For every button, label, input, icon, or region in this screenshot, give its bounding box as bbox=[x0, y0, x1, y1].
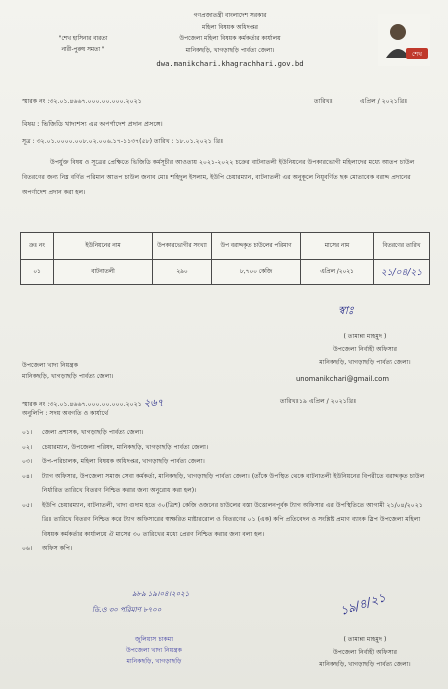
col-serial: ক্রঃ নং bbox=[21, 233, 54, 260]
list-item bbox=[22, 470, 430, 499]
memo-row bbox=[22, 96, 432, 107]
memo-number: স্মারক নং :৩২.০১.৪৬৬৭.০০০.০০.০০০.২০২১ bbox=[22, 98, 142, 105]
handwritten-note-2: ডি.ও ৩০ পরিমাণ ৮৭০০ bbox=[92, 606, 162, 614]
distribution-table bbox=[20, 232, 430, 285]
list-item-text: ইউপি চেয়ারম্যান, বাটনাতলী, খাদ্য গুদাম হতে ৩০(ত্রিশ) কেজি ওজনের চাউলের বস্তা উত্তোলনপূর্বক ট্যাগ অফিসার এর উপস্থিতিতে আগামী ২১/০৪/২০২১ খ্রিঃ তারিখে বিতরণ নিশ্চিত করে ট্যাগ অফিসারের স্বাক্ষরিত মাষ্টাররোল ও বিতরণের ০১ (এক) কপি প্রতিবেদন ও সংশ্লিষ্ট প্রমাণ ব্যাংক স্লিপ উপজেলা মহিলা বিষয়ক কর্মকর্তার কার্যালয়ে ঐ মাসের ৩০ তারিখের মধ্যে প্রেরণ নিশ্চিত করার জন্য বলা হল। bbox=[42, 501, 423, 538]
col-union: ইউনিয়নের নাম bbox=[54, 233, 153, 260]
list-item-number: ০৫। bbox=[22, 501, 33, 509]
copy-heading: অনুলিপি : সদয় অবগতি ও কার্যার্থে bbox=[22, 410, 109, 417]
food-controller-stamp bbox=[104, 634, 204, 667]
recipient-line-1: উপজেলা খাদ্য নিয়ন্ত্রক bbox=[22, 362, 79, 369]
table-header-row bbox=[21, 233, 430, 260]
signature-1-place: মানিকছড়ি, খাগড়াছড়ি পার্বত্য জেলা। bbox=[319, 359, 411, 366]
recipient-block bbox=[22, 360, 113, 382]
body-paragraph: উপর্যুক্ত বিষয় ও সূত্রের প্রেক্ষিতে ভিজিডি কর্মসূচীর আওতায় ২০২১-২০২২ চক্রের বাটনাতলী ইউনিয়নের উপকারভোগী মহিলাদের মধ্যে আতপ চাউল বিতরণের জন্য নিম্ন বর্ণিত পরিমান আতপ চাউল জনাব মোঃ শহিদুল ইসলাম, ইউপি চেয়ারম্যান, বাটনাতলী এর অনুকূলে নিয়ূবর্ণিত ছক মোতাবেক বরাদ্দ প্রদানের অপর্ণাদেশ প্রদান করা হল। bbox=[22, 159, 415, 196]
list-item-number: ০৩। bbox=[22, 458, 33, 465]
col-distribution-date: বিতরণের তারিখ bbox=[374, 233, 430, 260]
letterhead bbox=[130, 10, 330, 70]
handwritten-notes bbox=[92, 588, 189, 616]
list-item-number: ০৪। bbox=[22, 472, 33, 480]
slogan-line-2: নারী-পুরুষ সমতা " bbox=[61, 47, 105, 53]
recipient-line-2: মানিকছড়ি, খাগড়াছড়ি পার্বত্য জেলা। bbox=[22, 373, 114, 380]
list-item bbox=[22, 455, 430, 470]
list-item-number: ০২। bbox=[22, 443, 33, 451]
list-item bbox=[22, 441, 430, 456]
cell-month: এপ্রিল /২০২১ bbox=[301, 260, 374, 285]
list-item-text: জেলা প্রশাসক, খাগড়াছড়ি পার্বত্য জেলা। bbox=[42, 429, 144, 436]
stamp-name: জুলিয়াস চাকমা bbox=[134, 636, 174, 643]
list-item bbox=[22, 499, 430, 543]
table-row bbox=[21, 260, 430, 285]
signature-1-title: উপজেলা নির্বাহী অফিসার bbox=[332, 346, 398, 353]
col-beneficiaries: উপকারভোগীর সংখ্যা bbox=[153, 233, 212, 260]
list-item-text: অফিস কপি। bbox=[42, 545, 73, 552]
signature-2-scrawl: ১৯/৪/২১ bbox=[338, 590, 388, 619]
signature-2-name: ( তামান্না মাহমুদ ) bbox=[343, 636, 387, 643]
list-item-text: উপ-পরিচালক, মহিলা বিষয়ক অধিদপ্তর, খাগড়াছড়ি পার্বত্য জেলা। bbox=[42, 458, 205, 465]
signature-1-block bbox=[300, 330, 430, 369]
slogan-line-1: "শেখ হাসিনার বারতা bbox=[58, 36, 108, 42]
header-line-1: গণপ্রজাতন্ত্রী বাংলাদেশ সরকার bbox=[193, 12, 267, 19]
list-item-text: ট্যাগ অফিসার, উপজেলা সমাজ সেবা কর্মকর্তা, মানিকছড়ি, খাগড়াছড়ি পার্বত্য জেলা। (তাঁকে উপস্থিত থেকে বাটনাতলী ইউনিয়নের বিপরীতে বরাদ্দকৃত চাউল নির্ধারিত তারিখে বিতরণ নিশ্চিত করার জন্য অনুরোধ করা হল)। bbox=[42, 472, 425, 494]
signature-1-scrawl: স্বাঃ bbox=[338, 304, 354, 317]
copy-list bbox=[22, 426, 430, 557]
list-item-text: চেয়ারম্যান, উপজেলা পরিষদ, মানিকছড়ি, খাগড়াছড়ি পার্বত্য জেলা। bbox=[42, 443, 209, 451]
memo-2-date: তারিখঃ১৯ এপ্রিল / ২০২১খ্রিঃ bbox=[280, 398, 357, 405]
list-item bbox=[22, 542, 430, 557]
office-logo-icon bbox=[378, 14, 430, 66]
cell-distribution-date: ২১/০৪/২১ bbox=[374, 260, 430, 285]
cell-rice-amount: ৮,৭০০ কেজি bbox=[212, 260, 301, 285]
list-item-number: ০১। bbox=[22, 429, 33, 436]
col-rice-amount: উপ বরাদ্দকৃত চাউলের পরিমাণ bbox=[212, 233, 301, 260]
reference-line: সূত্র : ৩২.০১.০০০০.০০৮.০২.০০৬.১৭-১১৩৭(৫৮) তারিখ : ১৮.০১.২০২১ খ্রিঃ bbox=[22, 138, 224, 145]
cell-beneficiaries: ২৯০ bbox=[153, 260, 212, 285]
col-month: মাসের নাম bbox=[301, 233, 374, 260]
header-line-2: মহিলা বিষয়ক অধিদপ্তর bbox=[202, 23, 258, 31]
signature-1-name: ( তামান্না মাহমুদ ) bbox=[343, 333, 387, 340]
slogan bbox=[28, 34, 138, 56]
list-item-number: ০৬। bbox=[22, 545, 33, 552]
list-item bbox=[22, 426, 430, 441]
subject-line: বিষয় : ভিজিডি খাদ্যশস্য এর অপর্ণাদেশ প্রদান প্রসঙ্গে। bbox=[22, 120, 163, 128]
signature-2-block bbox=[300, 634, 430, 672]
stamp-place: মানিকছড়ি, খাগড়াছড়ি bbox=[126, 658, 182, 665]
header-url: dwa.manikchari.khagrachhari.gov.bd bbox=[156, 59, 304, 68]
cell-union: বাটনাতলী bbox=[54, 260, 153, 285]
header-line-3: উপজেলা মহিলা বিষয়ক কর্মকর্তার কার্যালয় bbox=[179, 35, 281, 42]
office-email: unomanikchari@gmail.com bbox=[296, 375, 389, 383]
svg-text:শেখ: শেখ bbox=[412, 51, 422, 58]
memo-date-value: এপ্রিল / ২০২১খ্রিঃ bbox=[360, 98, 408, 105]
handwritten-note-1: ৯৮৯ ১৯।০৪।২০২১ bbox=[132, 590, 190, 598]
cell-serial: ০১ bbox=[21, 260, 54, 285]
memo-2-number: স্মারক নং :৩২.০১.৪৬৬৭.০০০.০০.০০০.২০২১ bbox=[22, 401, 142, 408]
header-line-4: মানিকছড়ি, খাগড়াছড়ি পার্বত্য জেলা। bbox=[185, 46, 275, 54]
stamp-title: উপজেলা খাদ্য নিয়ন্ত্রক bbox=[125, 647, 183, 654]
signature-2-title: উপজেলা নির্বাহী অফিসার bbox=[332, 648, 398, 656]
signature-2-place: মানিকছড়ি, খাগড়াছড়ি পার্বত্য জেলা। bbox=[319, 661, 411, 668]
memo-2-handwritten-number: ২৬৭ bbox=[143, 398, 164, 409]
memo-date-label: তারিখঃ bbox=[314, 98, 333, 105]
